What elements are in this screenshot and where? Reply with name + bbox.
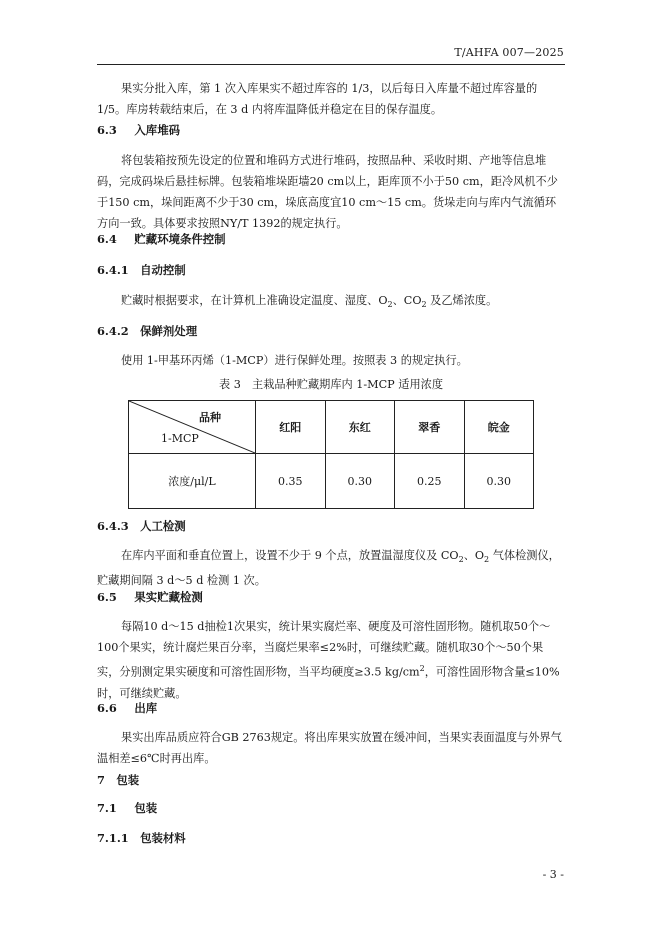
heading-number: 6.5 (97, 590, 117, 604)
page-number: - 3 - (542, 868, 564, 881)
subscript: 2 (421, 300, 427, 310)
paragraph-6-4-2: 使用 1-甲基环丙烯（1-MCP）进行保鲜处理。按照表 3 的规定执行。 (121, 354, 468, 367)
table-corner-cell (129, 401, 256, 454)
text-run: 气体检测仪，贮藏期间隔 3 d～5 d 检测 1 次。 (97, 549, 560, 588)
paragraph-6-4-1 (97, 290, 565, 315)
heading-number: 6.4.2 (97, 324, 129, 338)
heading-6-4-2 (97, 323, 197, 339)
subscript: 2 (387, 300, 393, 310)
heading-number: 6.3 (97, 123, 117, 137)
table-cell: 0.30 (464, 454, 534, 509)
heading-number: 7.1 (97, 801, 117, 815)
text-run: 、O (463, 549, 485, 562)
paragraph-intro: 果实分批入库，第 1 次入库果实不超过库容的 1/3，以后每日入库量不超过库容量的 1/5。库房转载结束后，在 3 d 内将库温降低并稳定在目的保存温度。 (97, 82, 538, 116)
heading-title: 自动控制 (140, 263, 186, 277)
heading-title: 包装 (116, 773, 140, 787)
heading-number: 7.1.1 (97, 831, 129, 845)
heading-6-4-3 (97, 518, 186, 534)
subscript: 2 (458, 555, 464, 565)
column-header-hongyang: 红阳 (256, 401, 326, 454)
heading-6-5 (97, 589, 203, 605)
paragraph-6-6: 果实出库品质应符合GB 2763规定。将出库果实放置在缓冲间，当果实表面温度与外界气温相差≤6℃时再出库。 (97, 731, 562, 765)
heading-number: 6.4 (97, 232, 117, 246)
heading-title: 人工检测 (140, 519, 186, 533)
table-caption: 表 3 主栽品种贮藏期库内 1-MCP 适用浓度 (218, 378, 444, 391)
row-label: 浓度/μl/L (129, 454, 256, 509)
column-header-donghong: 东红 (325, 401, 395, 454)
heading-6-6 (97, 700, 157, 716)
heading-title: 果实贮藏检测 (134, 590, 203, 604)
column-header-wanjin: 皖金 (464, 401, 534, 454)
text-run: 、CO (392, 294, 422, 307)
heading-number: 6.4.3 (97, 519, 129, 533)
heading-6-4-1 (97, 262, 186, 278)
heading-7 (97, 772, 139, 788)
heading-number: 6.4.1 (97, 263, 129, 277)
heading-6-4 (97, 231, 226, 247)
table-header-row (129, 401, 534, 454)
heading-title: 出库 (134, 701, 158, 715)
column-header-cuixiang: 翠香 (395, 401, 465, 454)
text-run: 及乙烯浓度。 (426, 294, 498, 307)
heading-number: 6.6 (97, 701, 117, 715)
heading-title: 贮藏环境条件控制 (134, 232, 226, 246)
paragraph-6-3: 将包装箱按预先设定的位置和堆码方式进行堆码，按照品种、采收时期、产地等信息堆码，完成码垛后悬挂标牌。包装箱堆垛距墙20 cm以上，距库顶不小于50 cm，距冷风机不少于150 cm，垛间距离不少于30 cm，垛底高度宜10 cm～15 cm。货垛走向与库内气流循环方向一致。具体要求按照NY/T 1392的规定执行。 (97, 154, 558, 230)
corner-top-label: 品种 (199, 411, 221, 424)
corner-bottom-label: 1-MCP (161, 432, 199, 445)
diagonal-line (129, 401, 255, 453)
text-run: ，可溶性固形物含量≤10%时，可继续贮藏。 (97, 665, 560, 700)
text-run: 贮藏时根据要求，在计算机上准确设定温度、湿度、O (121, 294, 388, 307)
heading-title: 保鲜剂处理 (140, 324, 198, 338)
table-cell: 0.35 (256, 454, 326, 509)
paragraph-6-5 (97, 616, 565, 704)
heading-6-3 (97, 122, 180, 138)
subscript: 2 (484, 555, 490, 565)
header-doc-code: T/AHFA 007—2025 (454, 46, 564, 59)
table-cell: 0.25 (395, 454, 465, 509)
heading-title: 包装材料 (140, 831, 186, 845)
paragraph-6-4-3 (97, 545, 565, 591)
heading-7-1 (97, 800, 157, 816)
table-row (129, 454, 534, 509)
heading-title: 包装 (134, 801, 158, 815)
text-run: 在库内平面和垂直位置上，设置不少于 9 个点，放置温湿度仪及 CO (121, 549, 459, 562)
table-cell: 0.30 (325, 454, 395, 509)
superscript: 2 (419, 664, 425, 673)
concentration-table (128, 400, 534, 509)
text-run: 每隔10 d～15 d抽检1次果实，统计果实腐烂率、硬度及可溶性固形物。随机取50个～100个果实，统计腐烂果百分率，当腐烂果率≤2%时，可继续贮藏。随机取30个～50个果实，分别测定果实硬度和可溶性固形物，当平均硬度≥3.5 kg/cm (97, 620, 551, 679)
heading-title: 入库堆码 (134, 123, 180, 137)
heading-7-1-1 (97, 830, 186, 846)
heading-number: 7 (97, 773, 105, 787)
header-rule (97, 64, 565, 65)
